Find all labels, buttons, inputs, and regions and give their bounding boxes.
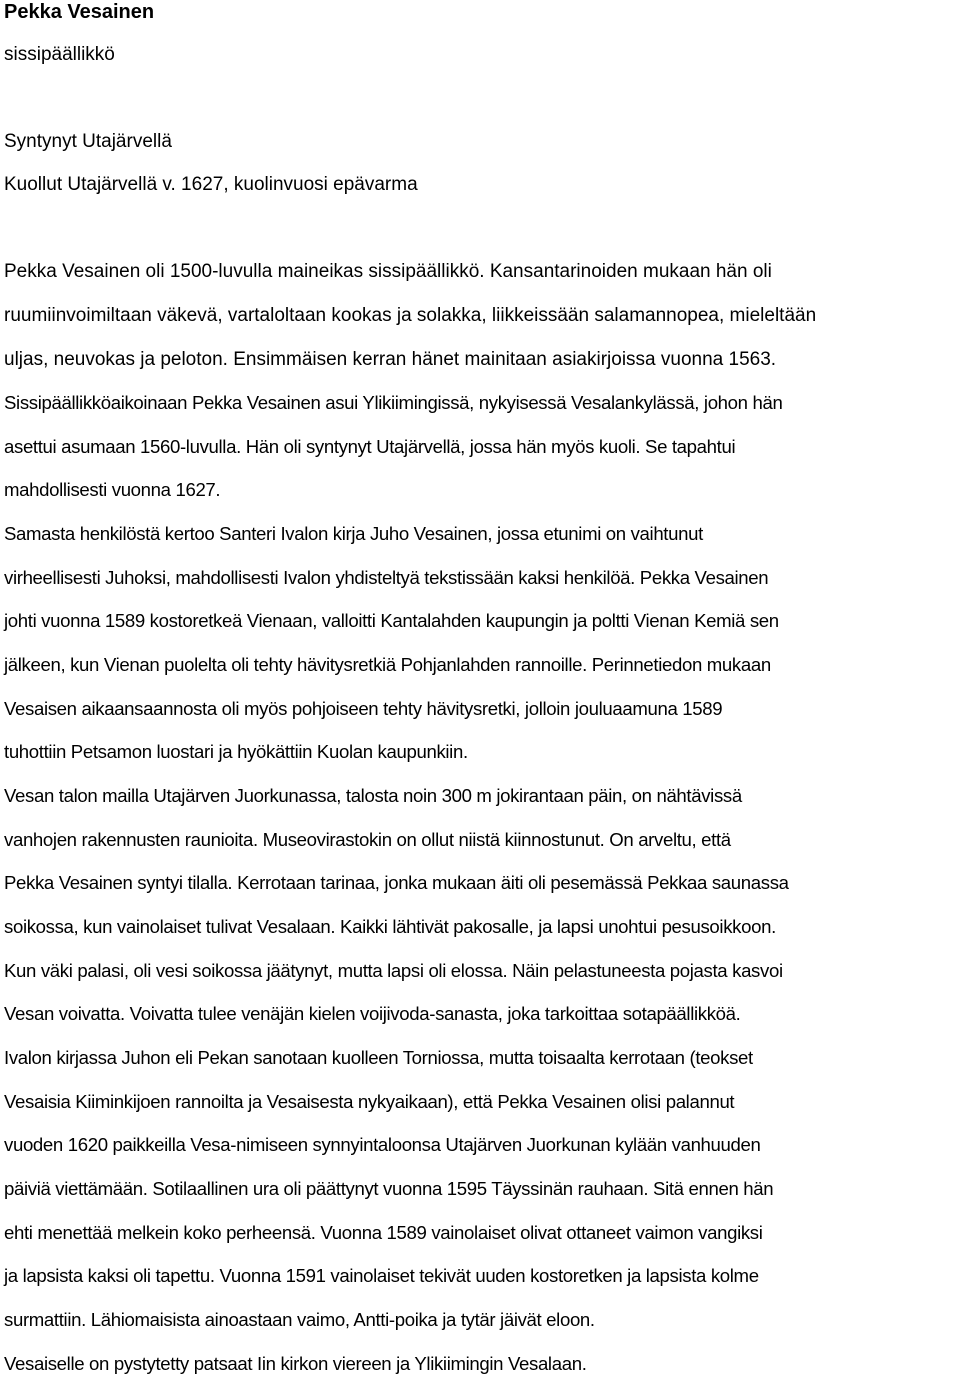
body-line: päiviä viettämään. Sotilaallinen ura oli päättynyt vuonna 1595 Täyssinän rauhaan. Sitä ennen hän — [4, 1178, 774, 1199]
body-line: uljas, neuvokas ja peloton. Ensimmäisen kerran hänet mainitaan asiakirjoissa vuonna 1563. — [4, 349, 777, 370]
document-title: Pekka Vesainen — [4, 1, 155, 23]
body-line: tuhottiin Petsamon luostari ja hyökättiin Kuolan kaupunkiin. — [4, 741, 468, 762]
body-line: Vesaisen aikaansaannosta oli myös pohjoiseen tehty hävitysretki, jolloin jouluaamuna 1589 — [4, 698, 723, 719]
birth-info: Syntynyt Utajärvellä — [4, 131, 172, 152]
body-line: Pekka Vesainen oli 1500-luvulla maineikas sissipäällikkö. Kansantarinoiden mukaan hän oli — [4, 261, 772, 282]
body-line: soikossa, kun vainolaiset tulivat Vesalaan. Kaikki lähtivät pakosalle, ja lapsi unohtui pesusoikkoon. — [4, 916, 776, 937]
body-line: ruumiinvoimiltaan väkevä, vartaloltaan kookas ja solakka, liikkeissään salamannopea, mieleltään — [4, 305, 817, 326]
body-line: ehti menettää melkein koko perheensä. Vuonna 1589 vainolaiset olivat ottaneet vaimon vangiksi — [4, 1222, 763, 1243]
body-line: Pekka Vesainen syntyi tilalla. Kerrotaan tarinaa, jonka mukaan äiti oli pesemässä Pekkaa saunassa — [4, 872, 789, 893]
body-line: surmattiin. Lähiomaisista ainoastaan vaimo, Antti-poika ja tytär jäivät eloon. — [4, 1309, 595, 1330]
body-line: mahdollisesti vuonna 1627. — [4, 479, 221, 500]
body-line: Ivalon kirjassa Juhon eli Pekan sanotaan kuolleen Torniossa, mutta toisaalta kerrotaan (teokset — [4, 1047, 753, 1068]
body-line: vuoden 1620 paikkeilla Vesa-nimiseen synnyintaloonsa Utajärven Juorkunan kylään vanhuuden — [4, 1134, 761, 1155]
body-line: ja lapsista kaksi oli tapettu. Vuonna 1591 vainolaiset tekivät uuden kostoretken ja lapsista kolme — [4, 1265, 759, 1286]
body-line: virheellisesti Juhoksi, mahdollisesti Ivalon yhdisteltyä tekstissään kaksi henkilöä. Pekka Vesainen — [4, 567, 769, 588]
body-line: Vesan talon mailla Utajärven Juorkunassa, talosta noin 300 m jokirantaan päin, on nähtävissä — [4, 785, 742, 806]
document-subtitle: sissipäällikkö — [4, 44, 115, 65]
body-line: johti vuonna 1589 kostoretkeä Vienaan, valloitti Kantalahden kaupungin ja poltti Vienan Kemiä sen — [4, 610, 779, 631]
body-line: asettui asumaan 1560-luvulla. Hän oli syntynyt Utajärvellä, jossa hän myös kuoli. Se tapahtui — [4, 436, 736, 457]
body-line: Vesaisia Kiiminkijoen rannoilta ja Vesaisesta nykyaikaan), että Pekka Vesainen olisi palannut — [4, 1091, 735, 1112]
body-line: Samasta henkilöstä kertoo Santeri Ivalon kirja Juho Vesainen, jossa etunimi on vaihtunut — [4, 523, 703, 544]
body-line: Vesaiselle on pystytetty patsaat Iin kirkon viereen ja Ylikiimingin Vesalaan. — [4, 1353, 587, 1374]
body-line: vanhojen rakennusten raunioita. Museovirastokin on ollut niistä kiinnostunut. On arveltu, että — [4, 829, 731, 850]
body-line: Vesan voivatta. Voivatta tulee venäjän kielen voijivoda-sanasta, joka tarkoittaa sotapäällikköä. — [4, 1003, 741, 1024]
body-line: jälkeen, kun Vienan puolelta oli tehty hävitysretkiä Pohjanlahden rannoille. Perinnetiedon mukaan — [4, 654, 771, 675]
body-line: Kun väki palasi, oli vesi soikossa jäätynyt, mutta lapsi oli elossa. Näin pelastuneesta pojasta kasvoi — [4, 960, 783, 981]
body-line: Sissipäällikköaikoinaan Pekka Vesainen asui Ylikiimingissä, nykyisessä Vesalankylässä, johon hän — [4, 392, 783, 413]
death-info: Kuollut Utajärvellä v. 1627, kuolinvuosi epävarma — [4, 174, 418, 195]
